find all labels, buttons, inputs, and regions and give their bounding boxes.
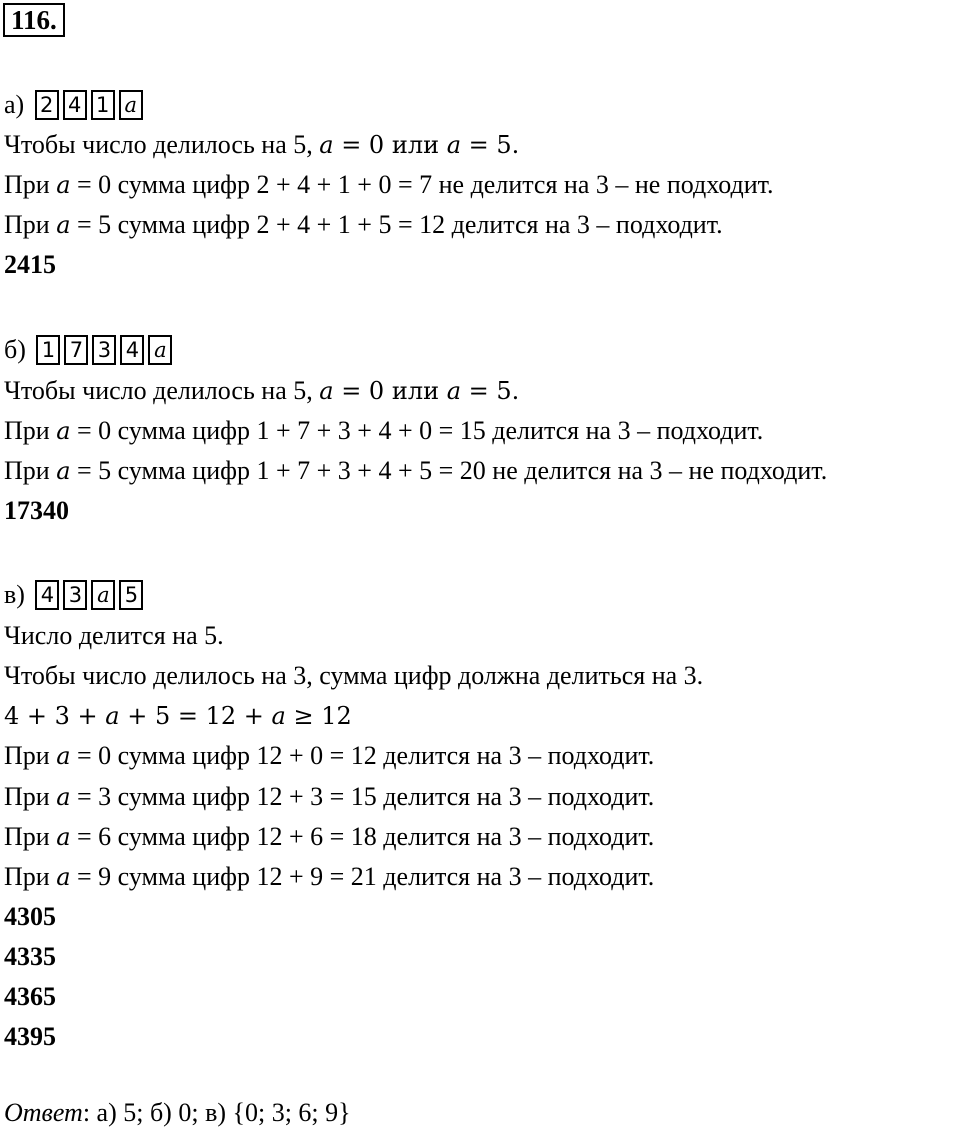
text-line: Число делится на 5.: [4, 621, 224, 650]
part-label: б): [4, 335, 26, 364]
part-b-header: [4, 333, 176, 367]
text-line: При a = 0 сумма цифр 2 + 4 + 1 + 0 = 7 не делится на 3 – не подходит.: [4, 170, 774, 199]
digit-box: 4: [35, 580, 59, 610]
digit-boxes: [36, 335, 176, 365]
text-line: При a = 0 сумма цифр 12 + 0 = 12 делится на 3 – подходит.: [4, 741, 655, 770]
digit-boxes: [35, 90, 147, 120]
text-line: При a = 9 сумма цифр 12 + 9 = 21 делится на 3 – подходит.: [4, 862, 655, 891]
text-line: 4 + 3 + a + 5 = 12 + a ≥ 12: [4, 702, 352, 730]
result-number: 4365: [4, 982, 56, 1011]
text-line: При a = 5 сумма цифр 1 + 7 + 3 + 4 + 5 = 20 не делится на 3 – не подходит.: [4, 456, 828, 485]
digit-box: 7: [64, 335, 88, 365]
text-line: Чтобы число делилось на 3, сумма цифр должна делиться на 3.: [4, 661, 704, 690]
result-number: 17340: [4, 496, 69, 525]
result-number: 2415: [4, 250, 56, 279]
digit-box: 1: [91, 90, 115, 120]
text-line: Чтобы число делилось на 5, a = 0 или a = 5.: [4, 376, 520, 405]
digit-box: 4: [120, 335, 144, 365]
digit-box-variable: a: [119, 90, 143, 120]
answer-label: Ответ: [4, 1098, 83, 1127]
digit-box: 3: [92, 335, 116, 365]
part-label: в): [4, 580, 25, 609]
digit-box-variable: a: [148, 335, 172, 365]
text-line: При a = 3 сумма цифр 12 + 3 = 15 делится на 3 – подходит.: [4, 782, 655, 811]
digit-box: 5: [119, 580, 143, 610]
digit-box: 2: [35, 90, 59, 120]
digit-box: 3: [63, 580, 87, 610]
digit-boxes: [35, 580, 147, 610]
text-line: При a = 6 сумма цифр 12 + 6 = 18 делится на 3 – подходит.: [4, 822, 655, 851]
result-number: 4335: [4, 942, 56, 971]
digit-box: 4: [63, 90, 87, 120]
answer-line: [4, 1096, 351, 1130]
part-c-header: [4, 578, 147, 612]
result-number: 4305: [4, 902, 56, 931]
problem-number: 116.: [3, 3, 65, 37]
digit-box-variable: a: [91, 580, 115, 610]
result-number: 4395: [4, 1022, 56, 1051]
text-line: При a = 0 сумма цифр 1 + 7 + 3 + 4 + 0 = 15 делится на 3 – подходит.: [4, 416, 764, 445]
part-label: а): [4, 90, 25, 119]
text-line: При a = 5 сумма цифр 2 + 4 + 1 + 5 = 12 делится на 3 – подходит.: [4, 210, 723, 239]
answer-text: : а) 5; б) 0; в) {0; 3; 6; 9}: [82, 1098, 351, 1127]
digit-box: 1: [36, 335, 60, 365]
text-line: Чтобы число делилось на 5, a = 0 или a = 5.: [4, 130, 520, 159]
part-a-header: [4, 88, 147, 122]
